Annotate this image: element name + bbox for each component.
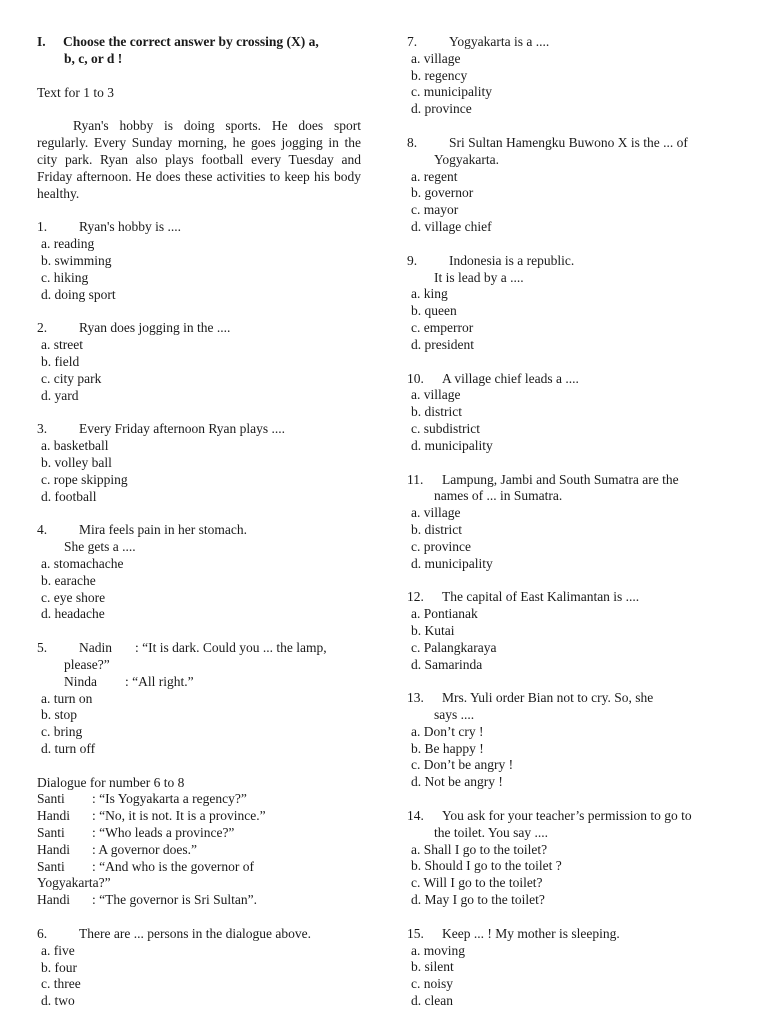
option[interactable]: a. street [41,337,83,353]
question-stem [407,253,737,270]
option[interactable]: a. basketball [41,438,109,454]
option[interactable]: c. three [41,976,81,992]
option[interactable]: a. king [411,286,448,302]
dialogue-line [37,808,361,825]
option[interactable]: c. hiking [41,269,89,285]
dialogue-text: : “Is Yogyakarta a regency?” [92,791,247,807]
question-7 [407,34,737,118]
dialogue-text: : “Who leads a province?” [92,825,235,841]
dialogue-speaker: Santi [37,858,65,874]
dialogue-text: : “The governor is Sri Sultan”. [92,892,257,908]
option[interactable]: d. two [41,993,75,1009]
section-title-cont: b, c, or d ! [64,50,123,66]
dialogue-line [37,791,361,808]
option[interactable]: d. doing sport [41,286,116,302]
option[interactable]: d. May I go to the toilet? [411,892,545,908]
question-text: A village chief leads a .... [442,370,579,386]
option[interactable]: d. yard [41,387,79,403]
question-stem-line3 [37,674,361,691]
question-stem [407,34,737,51]
dialogue-text: : “No, it is not. It is a province.” [92,808,266,824]
option[interactable]: d. football [41,488,97,504]
option[interactable]: a. reading [41,236,95,252]
text-intro: Text for 1 to 3 [37,84,115,100]
dialogue-speaker: Santi [37,791,65,807]
question-stem [37,219,361,236]
option[interactable]: c. Palangkaraya [411,639,497,655]
question-10 [407,371,737,455]
question-2 [37,320,361,404]
reading-passage: Ryan's hobby is doing sports. He does sport regularly. Every Sunday morning, he goes jogging in the city park. Ryan also plays football every Tuesday and Friday afternoon. He does these activities to keep his body healthy. [37,118,361,201]
option[interactable]: b. district [411,521,462,537]
question-number: 10. [407,370,424,386]
option[interactable]: b. volley ball [41,454,112,470]
question-stem [407,690,737,707]
question-text-cont: names of ... in Sumatra. [434,488,563,504]
question-number: 6. [37,926,48,942]
question-9 [407,253,737,354]
dialogue-line [37,892,361,909]
question-number: 15. [407,925,424,941]
question-stem [37,421,361,438]
question-text: Ryan does jogging in the .... [79,320,231,336]
option[interactable]: b. swimming [41,252,112,268]
question-stem [407,135,737,152]
section-title: Choose the correct answer by crossing (X) a, [63,34,319,49]
dialogue-text: : A governor does.” [92,841,197,857]
dialogue-text: : “And who is the governor of [92,858,254,874]
option[interactable]: a. turn on [41,690,93,706]
option[interactable]: c. Don’t be angry ! [411,757,514,773]
question-number: 9. [407,252,418,268]
option[interactable]: b. field [41,353,80,369]
speaker-name: Ninda [64,673,97,689]
question-13 [407,690,737,791]
option[interactable]: d. municipality [411,437,493,453]
dialogue-speaker: Handi [37,892,70,908]
question-stem [407,589,737,606]
option[interactable]: b. queen [411,303,457,319]
question-text-cont: the toilet. You say .... [434,824,549,840]
dialogue-speaker: Handi [37,808,70,824]
dialogue-line [37,842,361,859]
question-number: 3. [37,421,48,437]
question-number: 1. [37,219,48,235]
question-number: 11. [407,471,424,487]
question-4 [37,522,361,623]
question-text: Mira feels pain in her stomach. [79,522,247,538]
option[interactable]: d. province [411,101,472,117]
dialogue-text-cont: Yogyakarta?” [37,875,111,891]
question-number: 12. [407,589,424,605]
option[interactable]: b. stop [41,707,78,723]
dialogue-line [37,825,361,842]
question-stem [407,926,737,943]
dialogue-line [37,859,361,876]
option[interactable]: d. headache [41,606,105,622]
option[interactable]: d. president [411,336,474,352]
option[interactable]: b. Kutai [411,622,455,638]
option[interactable]: a. village [411,387,461,403]
question-stem [37,522,361,539]
question-stem [37,320,361,337]
question-text-cont: says .... [434,707,475,723]
option[interactable]: a. village [411,50,461,66]
question-number: 7. [407,34,418,49]
speaker-utterance: : “It is dark. Could you ... the lamp, [135,640,327,656]
option[interactable]: b. Should I go to the toilet ? [411,858,562,874]
option[interactable]: a. stomachache [41,555,124,571]
question-8 [407,135,737,236]
left-column [37,34,361,1010]
option[interactable]: a. Don’t cry ! [411,723,484,739]
question-6 [37,926,361,1010]
option[interactable]: b. regency [411,67,468,83]
option[interactable]: b. earache [41,572,96,588]
question-text: The capital of East Kalimantan is .... [442,589,640,605]
section-heading-cont [37,51,361,68]
question-stem [37,926,361,943]
question-stem [37,640,361,657]
option[interactable]: d. Samarinda [411,656,483,672]
option[interactable]: d. clean [411,993,453,1009]
option[interactable]: a. Pontianak [411,606,478,622]
option[interactable]: d. Not be angry ! [411,774,503,790]
question-stem [407,808,737,825]
option[interactable]: c. bring [41,724,83,740]
question-15 [407,926,737,1010]
question-1 [37,219,361,303]
option[interactable]: c. city park [41,370,102,386]
option[interactable]: a. five [41,942,75,958]
option[interactable]: b. Be happy ! [411,740,484,756]
option[interactable]: b. four [41,959,77,975]
question-stem [407,371,737,388]
option[interactable]: c. province [411,538,471,554]
question-text: You ask for your teacher’s permission to go to [442,808,692,824]
option[interactable]: c. municipality [411,84,492,100]
option[interactable]: a. regent [411,168,458,184]
question-stem [407,472,737,489]
option[interactable]: a. Shall I go to the toilet? [411,841,548,857]
option[interactable]: c. emperror [411,319,474,335]
option[interactable]: a. village [411,505,461,521]
option[interactable]: d. turn off [41,740,96,756]
question-text: Yogyakarta is a .... [449,34,550,49]
option[interactable]: c. mayor [411,202,459,218]
question-text: Every Friday afternoon Ryan plays .... [79,421,286,437]
dialogue-speaker: Handi [37,841,70,857]
question-number: 5. [37,640,48,656]
option[interactable]: b. governor [411,185,474,201]
question-text: Mrs. Yuli order Bian not to cry. So, she [442,690,654,706]
question-text: Lampung, Jambi and South Sumatra are the [442,471,679,487]
option[interactable]: c. rope skipping [41,471,128,487]
section-number: I. [37,34,46,49]
question-text-cont: Yogyakarta. [434,151,499,167]
option[interactable]: c. eye shore [41,589,106,605]
question-text: There are ... persons in the dialogue above. [79,926,312,942]
question-text: Indonesia is a republic. [449,252,575,268]
question-5 [37,640,361,758]
question-text-cont: She gets a .... [64,539,136,555]
section-heading [37,34,361,51]
question-text: Keep ... ! My mother is sleeping. [442,925,620,941]
option[interactable]: b. silent [411,959,454,975]
right-column [407,34,737,1010]
question-text-cont: It is lead by a .... [434,269,524,285]
question-12 [407,589,737,673]
question-number: 8. [407,134,418,150]
dialogue-intro: Dialogue for number 6 to 8 [37,774,185,790]
option[interactable]: d. village chief [411,218,492,234]
speaker-utterance: : “All right.” [125,673,194,689]
question-number: 2. [37,320,48,336]
option[interactable]: d. municipality [411,555,493,571]
question-number: 13. [407,690,424,706]
question-14 [407,808,737,909]
dialogue-speaker: Santi [37,825,65,841]
question-3 [37,421,361,505]
option[interactable]: c. noisy [411,976,453,992]
question-number: 14. [407,808,424,824]
question-number: 4. [37,522,48,538]
option[interactable]: a. moving [411,942,465,958]
speaker-utterance-cont: please?” [64,656,110,672]
question-text: Sri Sultan Hamengku Buwono X is the ... of [449,134,688,150]
question-text: Ryan's hobby is .... [79,219,182,235]
option[interactable]: b. district [411,404,462,420]
option[interactable]: c. Will I go to the toilet? [411,875,543,891]
question-11 [407,472,737,573]
speaker-name: Nadin [79,640,112,656]
option[interactable]: c. subdistrict [411,420,480,436]
dialogue-block [37,775,361,909]
